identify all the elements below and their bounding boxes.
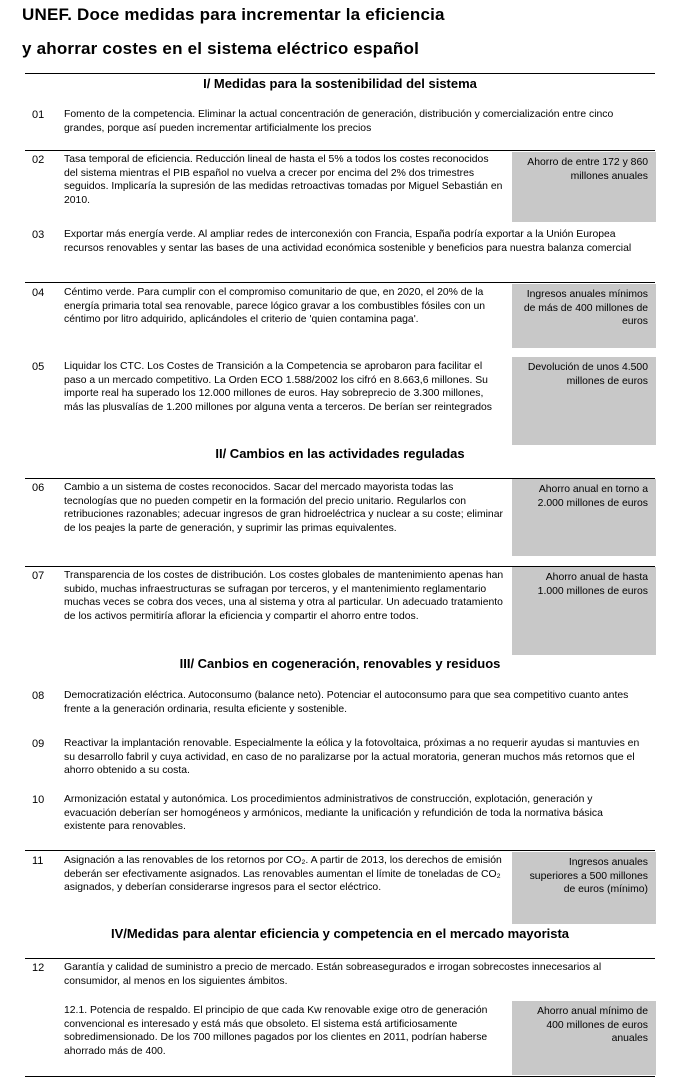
measure-number: 04 — [32, 287, 45, 299]
document-title-line-1: UNEF. Doce medidas para incrementar la eficiencia — [22, 5, 445, 24]
measure-text: Liquidar los CTC. Los Costes de Transición a la Competencia se aprobaron para facilitar el paso a un mercado competitivo. La Orden ECO 1.588/2002 los cifró en 8.663,6 millones. Su importe real ha superado los 12.000 millones de euros. Hay sobreprecio de 3.300 millones, más las plusvalías de 1.200 millones por alguna venta a terceros. De berían ser reintegrados — [64, 361, 492, 413]
measure-number: 03 — [32, 229, 45, 241]
divider — [25, 958, 655, 959]
measure-number: 12 — [32, 962, 45, 974]
savings-box: Ingresos anuales mínimos de más de 400 millones de euros — [512, 284, 656, 348]
measure-text: Tasa temporal de eficiencia. Reducción lineal de hasta el 5% a todos los costes reconocidos del sistema mientras el PIB español no vuelva a crecer por encima del 2% dos trimestres seguidos. Implicaría la supresión de las medidas retroactivas tomadas por Miguel Sebastián en 2010. — [64, 154, 503, 206]
measure-text: Céntimo verde. Para cumplir con el compromiso comunitario de que, en 2020, el 20% de la energía primaria total sea renovable, parece lógico gravar a los combustibles fósiles con un céntimo por litro adquirido, aplicándoles el criterio de 'quien contamina paga'. — [64, 287, 486, 325]
measure-text: Reactivar la implantación renovable. Especialmente la eólica y la fotovoltaica, próximas a no requerir ayudas si mantuvies en su desarrollo fabril y cuya actividad, en caso de no paralizarse por la actual moratoria, generan muchos más retornos que el ahorro obtenido a su costa. — [64, 738, 640, 776]
divider — [25, 282, 655, 283]
measure-number: 05 — [32, 361, 45, 373]
measure-number: 09 — [32, 738, 45, 750]
measure-number: 08 — [32, 690, 45, 702]
sub-measure-text: 12.1. Potencia de respaldo. El principio de que cada Kw renovable exige otro de generación convencional es interesado y está más que obsoleto. El sistema está artificiosamente sobredimensionado. De los 700 millones pagados por los clientes en 2011, podrían haberse ahorrado más de 400. — [64, 1005, 488, 1057]
document-title-line-2: y ahorrar costes en el sistema eléctrico español — [22, 39, 420, 58]
measure-text: Garantía y calidad de suministro a precio de mercado. Están sobreasegurados e irrogan sobrecostes innecesarios al consumidor, al menos en los siguientes ámbitos. — [64, 962, 602, 987]
savings-box: Ahorro anual mínimo de 400 millones de euros anuales — [512, 1001, 656, 1075]
measure-number: 02 — [32, 154, 45, 166]
divider — [25, 150, 655, 151]
measure-text: Armonización estatal y autonómica. Los procedimientos administrativos de construcción, explotación, generación y evacuación deberían ser homogéneos y armónicos, mediante la unificación y refundición de toda la normativa básica existente para renovables. — [64, 794, 603, 832]
measure-number: 07 — [32, 570, 45, 582]
measure-number: 01 — [32, 109, 45, 121]
measure-text: Democratización eléctrica. Autoconsumo (balance neto). Potenciar el autoconsumo para que sea competitivo cuanto antes frente a la generación ordinaria, resulta eficiente y sostenible. — [64, 690, 629, 715]
measure-text: Asignación a las renovables de los retornos por CO₂. A partir de 2013, los derechos de emisión deberán ser efectivamente asignados. Las renovables aumentan el límite de toneladas de CO₂ asignados, y deberían considerarse ingresos para el sector eléctrico. — [64, 855, 502, 893]
measure-text: Cambio a un sistema de costes reconocidos. Sacar del mercado mayorista todas las tecnologías que no pueden competir en la formación del precio unitario. Regularlos con retribuciones razonables; adecuar ingresos de gran hidroeléctrica y nuclear a su coste; eliminar de los peajes la parte de generación, y suprimir las primas equivalentes. — [64, 482, 503, 534]
section-heading-3: III/ Canbios en cogeneración, renovables y residuos — [179, 656, 501, 671]
savings-box: Ahorro anual de hasta 1.000 millones de euros — [512, 567, 656, 655]
measure-number: 10 — [32, 794, 45, 806]
savings-box: Ahorro anual en torno a 2.000 millones de euros — [512, 479, 656, 556]
measure-text: Fomento de la competencia. Eliminar la actual concentración de generación, distribución y comercialización entre cinco grandes, porque así pueden incrementar artificialmente los precios — [64, 109, 614, 134]
divider — [25, 1076, 655, 1077]
savings-box: Ingresos anuales superiores a 500 millones de euros (mínimo) — [512, 852, 656, 924]
divider — [25, 850, 655, 851]
section-heading-1: I/ Medidas para la sostenibilidad del sistema — [203, 76, 477, 91]
measure-text: Exportar más energía verde. Al ampliar redes de interconexión con Francia, España podría exportar a la Unión Europea recursos renovables y sentar las bases de una actividad económica sostenible y beneficios para nuestra balanza comercial — [64, 229, 632, 254]
section-heading-4: IV/Medidas para alentar eficiencia y competencia en el mercado mayorista — [110, 926, 570, 941]
measure-number: 06 — [32, 482, 45, 494]
section-heading-2: II/ Cambios en las actividades reguladas — [215, 446, 465, 461]
divider — [25, 73, 655, 74]
measure-number: 11 — [32, 855, 44, 867]
savings-box: Devolución de unos 4.500 millones de euros — [512, 357, 656, 445]
savings-box: Ahorro de entre 172 y 860 millones anuales — [512, 152, 656, 222]
measure-text: Transparencia de los costes de distribución. Los costes globales de mantenimiento apenas han subido, muchas infraestructuras se sufragan por terceros, y el mantenimiento reglamentario muchas veces se cobra dos veces, una al sistema y otra al particular. Un adecuado tratamiento de los activos permitiría aflorar la eficiencia y compartir el ahorro entre todos. — [64, 570, 504, 622]
